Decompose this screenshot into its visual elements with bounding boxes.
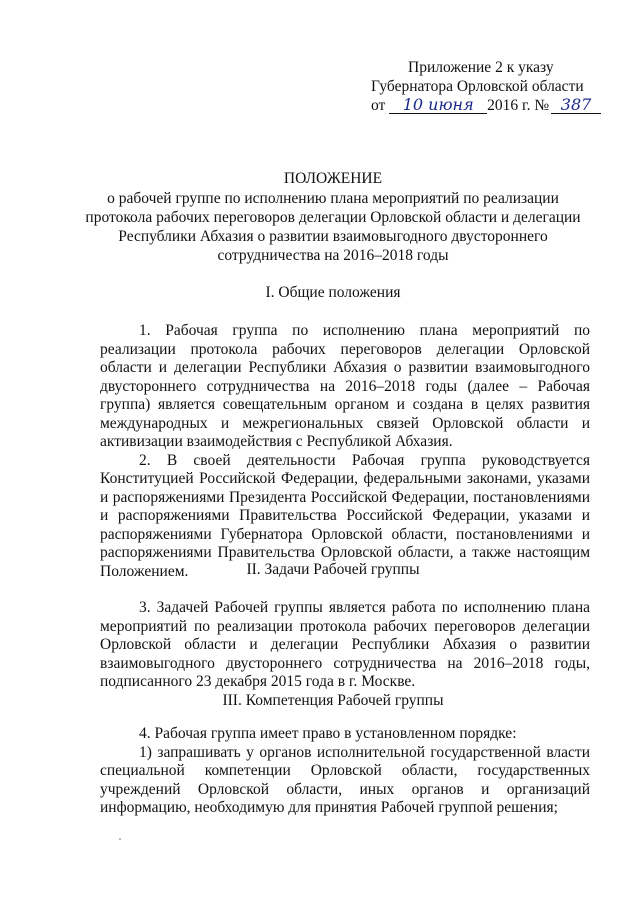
appendix-date-line bbox=[371, 96, 601, 115]
section-2-heading: II. Задачи Рабочей группы bbox=[246, 561, 420, 578]
section-1-heading: I. Общие положения bbox=[265, 284, 401, 301]
title-line-1: о рабочей группе по исполнению плана мероприятий по реализации bbox=[107, 190, 559, 207]
appendix-line-1: Приложение 2 к указу bbox=[408, 59, 554, 76]
handwritten-date: 10 июня bbox=[389, 97, 487, 114]
from-label: от bbox=[371, 97, 386, 114]
section-3-body bbox=[100, 725, 590, 818]
paragraph-3: 3. Задачей Рабочей группы является работа по исполнению плана мероприятий по реализации протокола рабочих переговоров делегации Орловской области и делегации Республики Абхазия о развитии взаимовыгодного двустороннего сотрудничества на 2016–2018 годы, подписанного 23 декабря 2015 года в г. Москве. bbox=[100, 599, 590, 690]
scan-speck bbox=[119, 838, 121, 840]
paragraph-1: 1. Рабочая группа по исполнению плана мероприятий по реализации протокола рабочих переговоров делегации Орловской области и делегации Республики Абхазия о развитии взаимовыгодного двустороннего сотрудничества на 2016–2018 годы (далее – Рабочая группа) является совещательным органом и создана в целях развития международных и межрегиональных связей Орловской области и активизации взаимодействия с Республикой Абхазия. bbox=[100, 322, 590, 450]
appendix-header bbox=[371, 58, 601, 115]
title-line-4: сотрудничества на 2016–2018 годы bbox=[217, 247, 449, 264]
section-2-body bbox=[100, 599, 590, 692]
paragraph-5: 1) запрашивать у органов исполнительной государственной власти специальной компетенции Орловской области, государственных учреждений Орловской области, иных органов и организаций информацию, необходимую для принятия Рабочей группой решения; bbox=[100, 743, 590, 816]
title-heading: ПОЛОЖЕНИЕ bbox=[283, 170, 383, 187]
section-3-heading: III. Компетенция Рабочей группы bbox=[222, 692, 444, 709]
section-1-body bbox=[100, 322, 590, 581]
year-label: 2016 г. № bbox=[487, 97, 550, 114]
paragraph-2: 2. В своей деятельности Рабочая группа руководствуется Конституцией Российской Федерации, федеральными законами, указами и распоряжениями Президента Российской Федерации, постановлениями и распоряжениями Правительства Российской Федерации, указами и распоряжениями Губернатора Орловской области, постановлениями и распоряжениями Правительства Орловской области, а также настоящим Положением. bbox=[100, 451, 590, 580]
handwritten-number: 387 bbox=[551, 97, 601, 114]
paragraph-4: 4. Рабочая группа имеет право в установленном порядке: bbox=[139, 725, 517, 742]
appendix-line-2: Губернатора Орловской области bbox=[371, 78, 584, 95]
title-line-3: Республики Абхазия о развитии взаимовыгодного двустороннего bbox=[118, 228, 548, 245]
document-title bbox=[70, 169, 596, 265]
title-line-2: протокола рабочих переговоров делегации Орловской области и делегации bbox=[85, 209, 581, 226]
